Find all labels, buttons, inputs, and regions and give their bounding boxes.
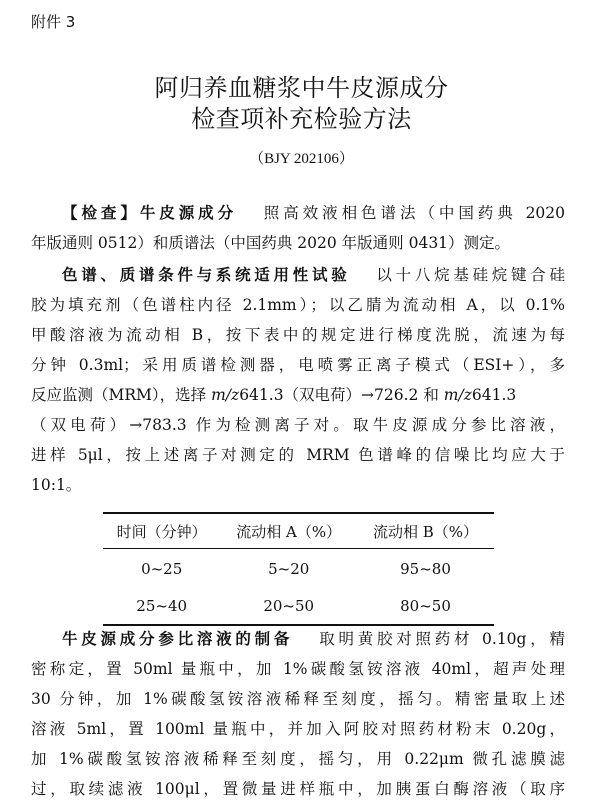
section-heading: 【检查】牛皮源成分 [62,204,238,222]
table-cell: 5~20 [268,559,310,578]
table-cell: 20~50 [220,588,357,625]
paragraph-text: 641.3 [471,386,517,404]
paragraph-line [31,260,565,290]
section-heading: 色谱、质谱条件与系统适用性试验 [62,266,351,284]
mz-label: m/z [443,386,472,404]
column-header: 流动相 A（%） [220,513,357,549]
table-cell: 80~50 [357,588,494,625]
paragraph-line: 加 1%碳酸氢铵溶液稀释至刻度，摇匀，用 0.22μm 微孔滤膜滤 [31,750,565,768]
paragraph-line: 胶为填充剂（色谱柱内径 2.1mm）；以乙腈为流动相 A，以 0.1% [31,296,565,314]
paragraph-line: 年版通则 0512）和质谱法（中国药典 2020 年版通则 0431）测定。 [31,234,511,252]
paragraph-line: 分钟 0.3ml；采用质谱检测器，电喷雾正离子模式（ESI+），多 [31,356,565,374]
paragraph-text: 反应监测（MRM），选择 [31,386,212,404]
column-header: 流动相 B（%） [357,513,494,549]
paragraph-line: （双电荷）→783.3 作为检测离子对。取牛皮源成分参比溶液， [31,416,565,434]
section-heading: 牛皮源成分参比溶液的制备 [62,630,294,648]
table-header-row [103,513,494,549]
paragraph-text: 641.3（双电荷）→726.2 和 [239,386,444,404]
paragraph-text: 照高效液相色谱法（中国药典 2020 [263,204,565,222]
paragraph-line: 溶液 5ml，置 100ml 量瓶中，并加入阿胶对照药材粉末 0.20g， [31,720,565,738]
paragraph-line [31,198,565,228]
paragraph-line: 10:1。 [31,476,82,494]
section-reference [31,624,565,804]
table-cell: 25~40 [103,588,220,625]
gradient-table [103,512,494,626]
paragraph-line: 进样 5μl，按上述离子对测定的 MRM 色谱峰的信噪比均应大于 [31,446,565,464]
table-row [103,549,494,589]
attachment-label: 附件 3 [31,13,76,31]
section-conditions [31,260,565,500]
standard-code: （BJY 202106） [249,151,354,167]
paragraph-line [31,624,565,654]
paragraph-line: 30 分钟，加 1%碳酸氢铵溶液稀释至刻度，摇匀。精密量取上述 [31,690,565,708]
table-cell: 95~80 [400,559,451,578]
section-check [31,198,565,258]
table-row [103,588,494,625]
paragraph-text: 取明黄胶对照药材 0.10g，精 [319,630,565,648]
paragraph-text: 以十八烷基硅烷键合硅 [376,266,565,284]
document-title-line2: 检查项补充检验方法 [191,105,412,133]
mz-label: m/z [211,386,240,404]
paragraph-line: 密称定，置 50ml 量瓶中，加 1%碳酸氢铵溶液 40ml，超声处理 [31,660,565,678]
table-cell: 0~25 [141,559,183,578]
paragraph-line: 过，取续滤液 100μl，置微量进样瓶中，加胰蛋白酶溶液（取序 [31,780,565,798]
paragraph-line: 甲酸溶液为流动相 B，按下表中的规定进行梯度洗脱，流速为每 [31,326,565,344]
paragraph-line [31,380,565,410]
column-header: 时间（分钟） [103,513,220,549]
document-title-line1: 阿归养血糖浆中牛皮源成分 [154,74,449,102]
